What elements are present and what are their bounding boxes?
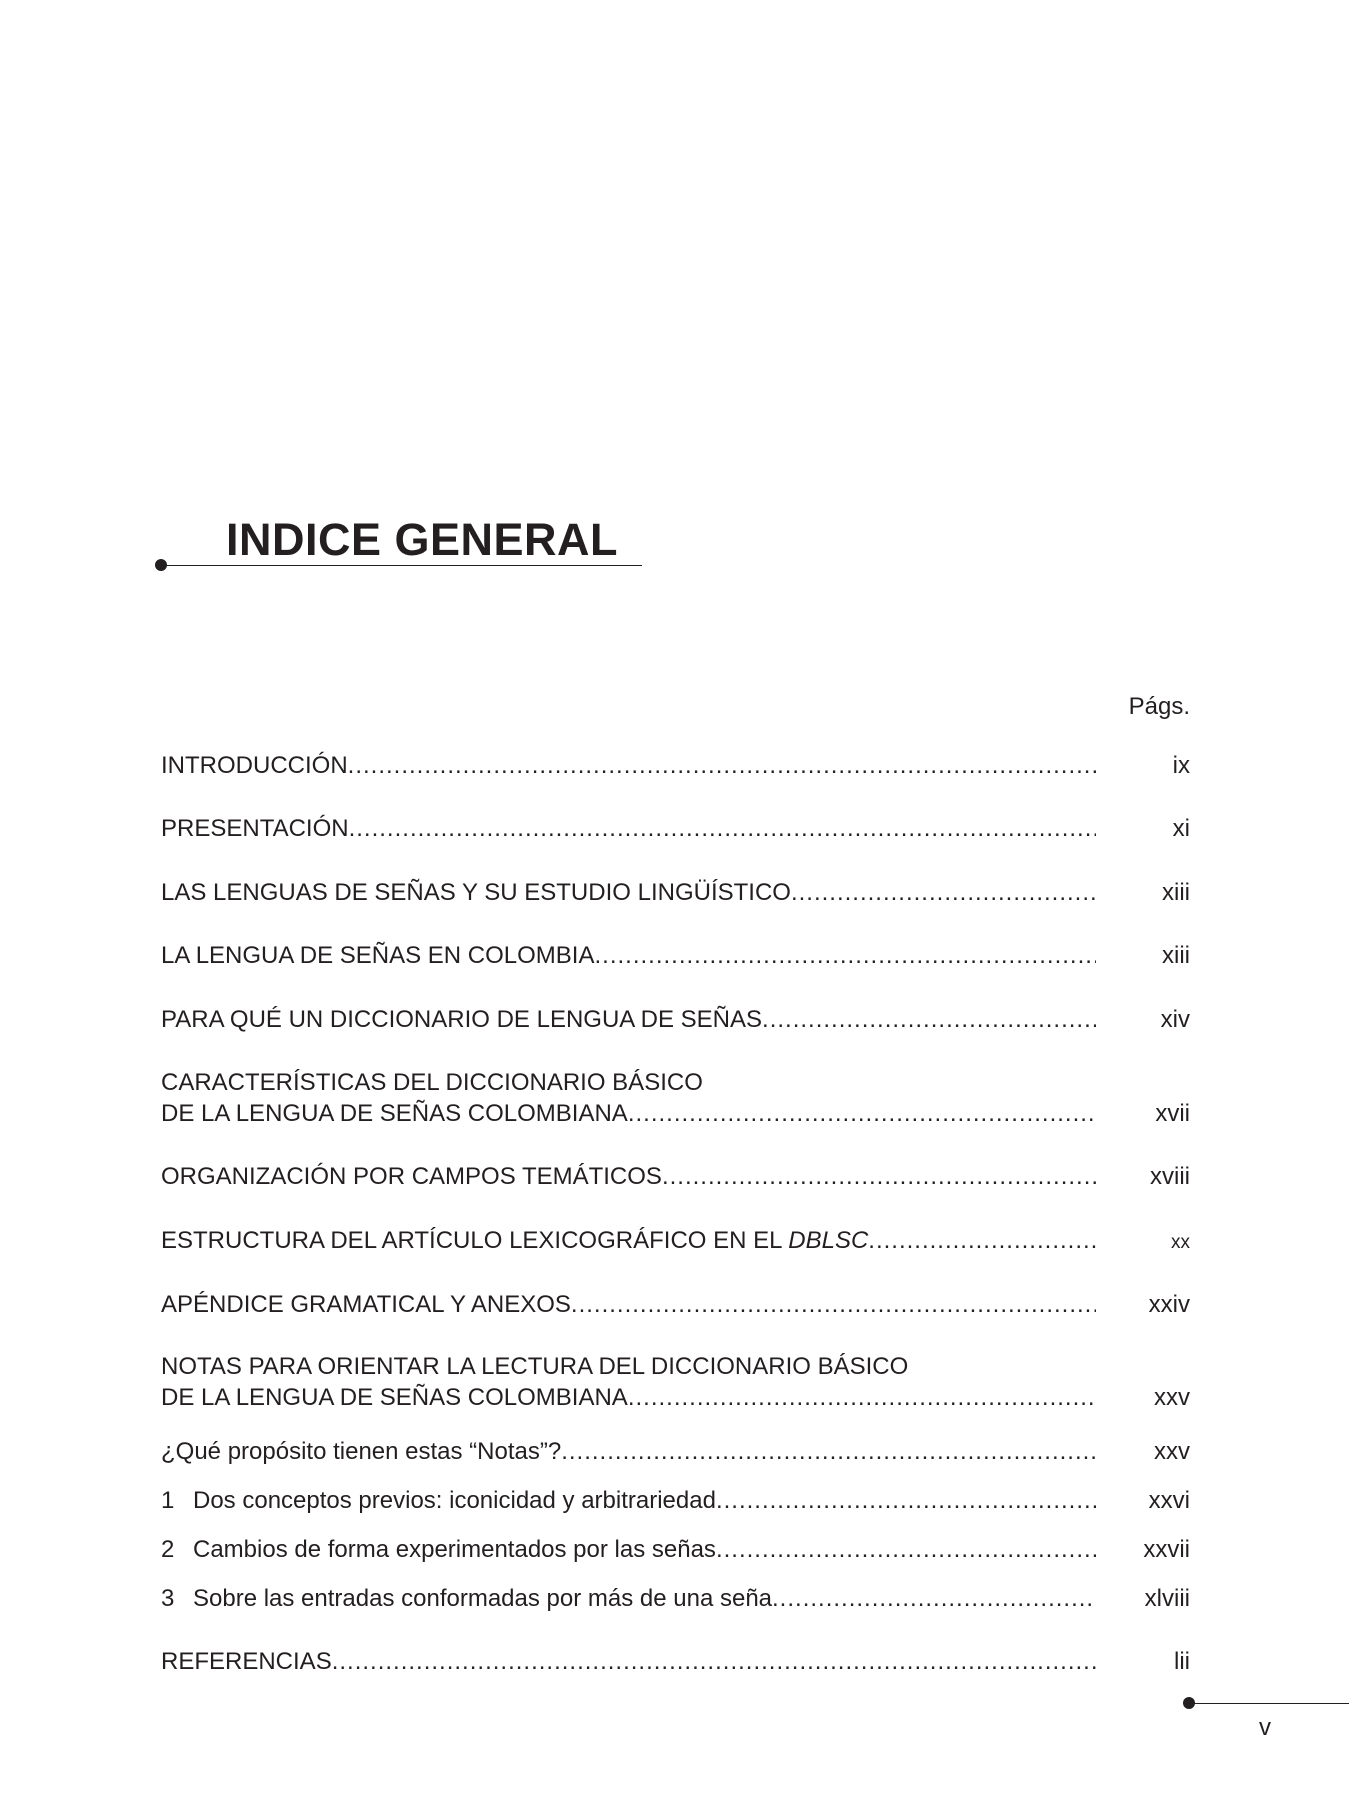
toc-entry-title: LA LENGUA DE SEÑAS EN COLOMBIA — [161, 942, 595, 969]
toc-entry-title: LAS LENGUAS DE SEÑAS Y SU ESTUDIO LINGÜÍSTICO — [161, 879, 791, 906]
toc-entry-proposito-notas[interactable] — [161, 1437, 1190, 1467]
leader-dots — [716, 1535, 1096, 1565]
toc-entry-number: 3 — [161, 1585, 175, 1612]
toc-entry-title-line1: CARACTERÍSTICAS DEL DICCIONARIO BÁSICO — [161, 1069, 703, 1096]
toc-entry-presentacion[interactable] — [161, 814, 1190, 844]
toc-entry-number: 1 — [161, 1487, 175, 1514]
leader-dots — [762, 1005, 1096, 1035]
toc-entry-introduccion[interactable] — [161, 751, 1190, 781]
leader-dots — [716, 1486, 1096, 1516]
toc-entry-page: xxvii — [1143, 1536, 1190, 1563]
toc-entry-title: INTRODUCCIÓN — [161, 752, 348, 779]
toc-entry-title: APÉNDICE GRAMATICAL Y ANEXOS — [161, 1291, 571, 1318]
leader-dots — [349, 814, 1096, 844]
toc-entry-para-que[interactable] — [161, 1005, 1190, 1035]
toc-entry-title: Sobre las entradas conformadas por más de una seña — [193, 1585, 773, 1612]
toc-entry-page: xx — [1171, 1232, 1190, 1253]
toc-entry-lenguas-de-senas[interactable] — [161, 878, 1190, 908]
leader-dots — [348, 751, 1096, 781]
footer-rule — [1192, 1703, 1349, 1704]
toc-entry-title: Dos conceptos previos: iconicidad y arbitrariedad — [193, 1487, 716, 1514]
toc-entry-page: xxv — [1154, 1438, 1190, 1465]
leader-dots — [868, 1226, 1096, 1256]
leader-dots — [561, 1437, 1096, 1467]
toc-entry-organizacion[interactable] — [161, 1162, 1190, 1192]
toc-entry-title: PARA QUÉ UN DICCIONARIO DE LENGUA DE SEÑAS — [161, 1006, 763, 1033]
leader-dots — [332, 1647, 1096, 1677]
toc-entry-3-sobre-entradas[interactable] — [161, 1584, 1190, 1614]
toc-entry-page: xviii — [1150, 1163, 1190, 1190]
toc-entry-page: xi — [1172, 815, 1190, 842]
leader-dots — [791, 878, 1096, 908]
toc-entry-title: ¿Qué propósito tienen estas “Notas”? — [161, 1438, 562, 1465]
toc-entry-title-line1: NOTAS PARA ORIENTAR LA LECTURA DEL DICCIONARIO BÁSICO — [161, 1353, 909, 1380]
toc-entry-caracteristicas[interactable] — [161, 1068, 1190, 1129]
leader-dots — [662, 1162, 1096, 1192]
toc-entry-title: REFERENCIAS — [161, 1648, 332, 1675]
toc-entry-number: 2 — [161, 1536, 175, 1563]
footer-bullet-dot — [1183, 1697, 1195, 1709]
pages-column-header: Págs. — [1128, 693, 1190, 720]
page-number: v — [1259, 1714, 1271, 1741]
leader-dots — [772, 1584, 1096, 1614]
toc-entry-notas[interactable] — [161, 1352, 1190, 1413]
leader-dots — [571, 1290, 1096, 1320]
toc-entry-1-dos-conceptos[interactable] — [161, 1486, 1190, 1516]
toc-entry-title-line2: DE LA LENGUA DE SEÑAS COLOMBIANA — [161, 1384, 628, 1411]
dblsc-abbreviation: DBLSC — [788, 1227, 869, 1254]
leader-dots — [628, 1099, 1096, 1129]
toc-entry-estructura[interactable] — [161, 1226, 1190, 1256]
toc-entry-title: PRESENTACIÓN — [161, 815, 349, 842]
toc-entry-2-cambios[interactable] — [161, 1535, 1190, 1565]
toc-entry-title: ORGANIZACIÓN POR CAMPOS TEMÁTICOS — [161, 1163, 662, 1190]
toc-entry-title: ESTRUCTURA DEL ARTÍCULO LEXICOGRÁFICO EN EL DBLSC — [161, 1227, 869, 1254]
toc-entry-page: xlviii — [1144, 1585, 1190, 1612]
leader-dots — [628, 1383, 1096, 1413]
page-title: INDICE GENERAL — [226, 514, 619, 565]
toc-entry-page: xvii — [1155, 1100, 1190, 1127]
toc-entry-page: xiv — [1160, 1006, 1190, 1033]
toc-entry-title: Cambios de forma experimentados por las señas — [193, 1536, 716, 1563]
toc-entry-page: ix — [1172, 752, 1190, 779]
toc-entry-title-line2: DE LA LENGUA DE SEÑAS COLOMBIANA — [161, 1100, 628, 1127]
toc-entry-page: xiii — [1162, 879, 1190, 906]
toc-entry-referencias[interactable] — [161, 1647, 1190, 1677]
toc-entry-lengua-colombia[interactable] — [161, 941, 1190, 971]
toc-entry-page: xxv — [1154, 1384, 1190, 1411]
toc-entry-page: xiii — [1162, 942, 1190, 969]
toc-entry-page: lii — [1174, 1648, 1190, 1675]
leader-dots — [594, 941, 1096, 971]
toc-entry-apendice[interactable] — [161, 1290, 1190, 1320]
toc-entry-page: xxiv — [1148, 1291, 1190, 1318]
toc-entry-page: xxvi — [1148, 1487, 1190, 1514]
